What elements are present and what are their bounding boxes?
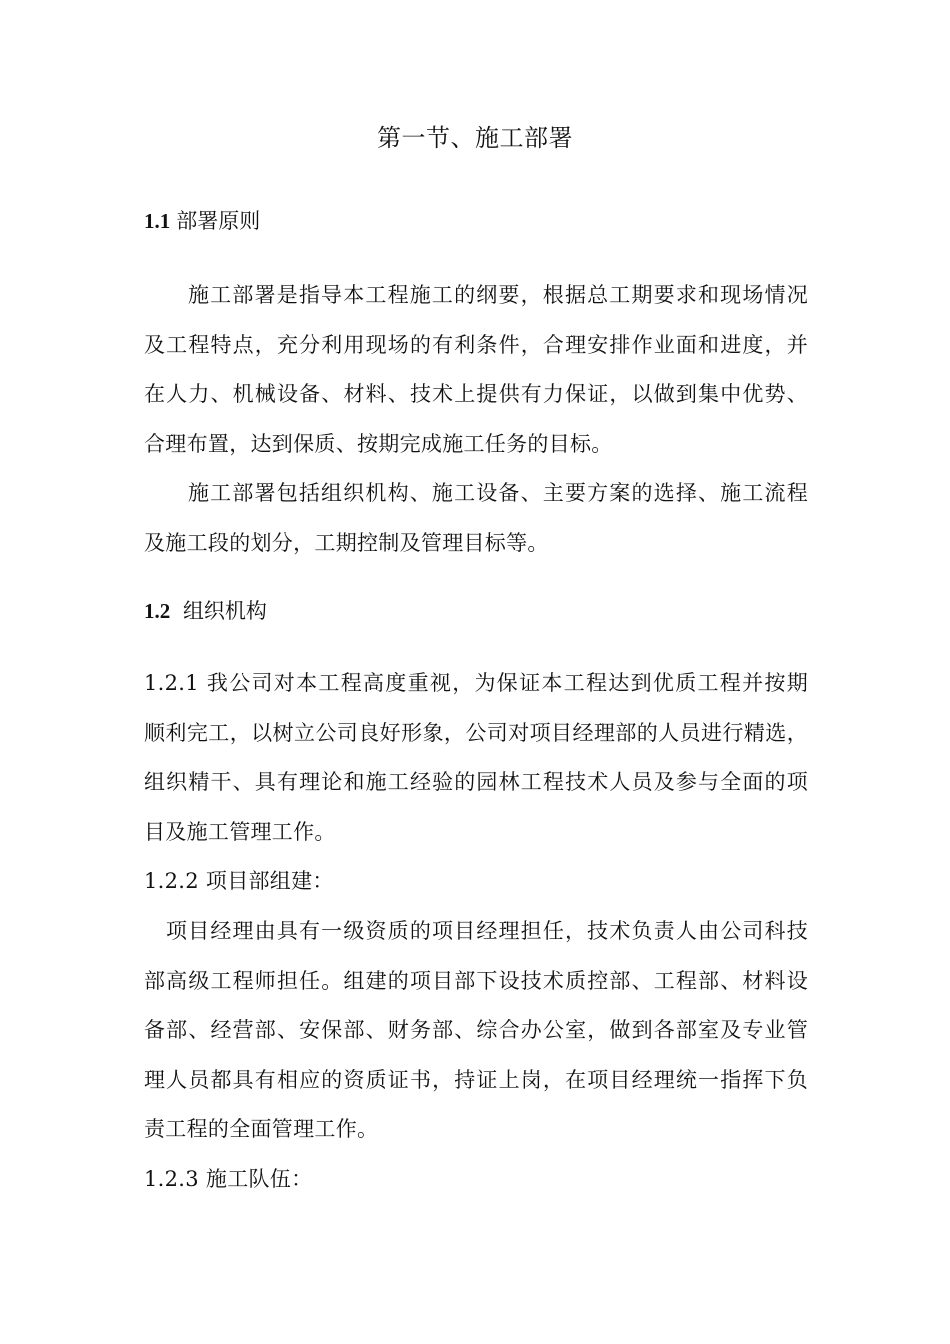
item-1-2-3 — [144, 1155, 814, 1205]
text-line: 及工程特点，充分利用现场的有利条件，合理安排作业面和进度，并 — [144, 332, 808, 357]
text-line: 1.2.1 我公司对本工程高度重视，为保证本工程达到优质工程并按期 — [144, 671, 808, 695]
text-line: 1.2.3 施工队伍： — [144, 1167, 313, 1191]
page-title: 第一节、施工部署 — [377, 124, 573, 152]
section-title-1-2: 组织机构 — [182, 599, 267, 623]
text-line: 部高级工程师担任。组建的项目部下设技术质控部、工程部、材料设 — [144, 968, 808, 993]
section-heading-1-2 — [144, 596, 267, 626]
section-heading-1-1 — [144, 206, 260, 236]
text-line: 备部、经营部、安保部、财务部、综合办公室，做到各部室及专业管 — [144, 1018, 808, 1042]
item-1-2-2 — [144, 857, 814, 907]
section-number-1-2: 1.2 — [144, 599, 171, 623]
text-line: 合理布置，达到保质、按期完成施工任务的目标。 — [144, 431, 613, 456]
text-line: 施工部署是指导本工程施工的纲要，根据总工期要求和现场情况 — [188, 283, 808, 307]
text-line: 项目经理由具有一级资质的项目经理担任，技术负责人由公司科技 — [166, 919, 808, 943]
paragraph-1-2-1 — [144, 659, 814, 857]
text-line: 在人力、机械设备、材料、技术上提供有力保证，以做到集中优势、 — [144, 382, 808, 406]
paragraph-1-2-2 — [144, 907, 814, 1155]
text-line: 及施工段的划分，工期控制及管理目标等。 — [144, 530, 549, 555]
paragraph-deployment-scope — [144, 469, 814, 568]
section-number-1-1: 1.1 — [144, 209, 171, 233]
paragraph-deployment-principle — [144, 271, 814, 469]
text-line: 理人员都具有相应的资质证书，持证上岗，在项目经理统一指挥下负 — [144, 1067, 808, 1092]
text-line: 组织精干、具有理论和施工经验的园林工程技术人员及参与全面的项 — [144, 770, 808, 794]
text-line: 施工部署包括组织机构、施工设备、主要方案的选择、施工流程 — [188, 481, 808, 505]
text-line: 目及施工管理工作。 — [144, 819, 336, 844]
text-line: 责工程的全面管理工作。 — [144, 1117, 379, 1141]
text-line: 1.2.2 项目部组建： — [144, 869, 334, 893]
text-line: 顺利完工，以树立公司良好形象，公司对项目经理部的人员进行精选， — [144, 720, 808, 745]
section-title-1-1: 部署原则 — [176, 209, 261, 233]
